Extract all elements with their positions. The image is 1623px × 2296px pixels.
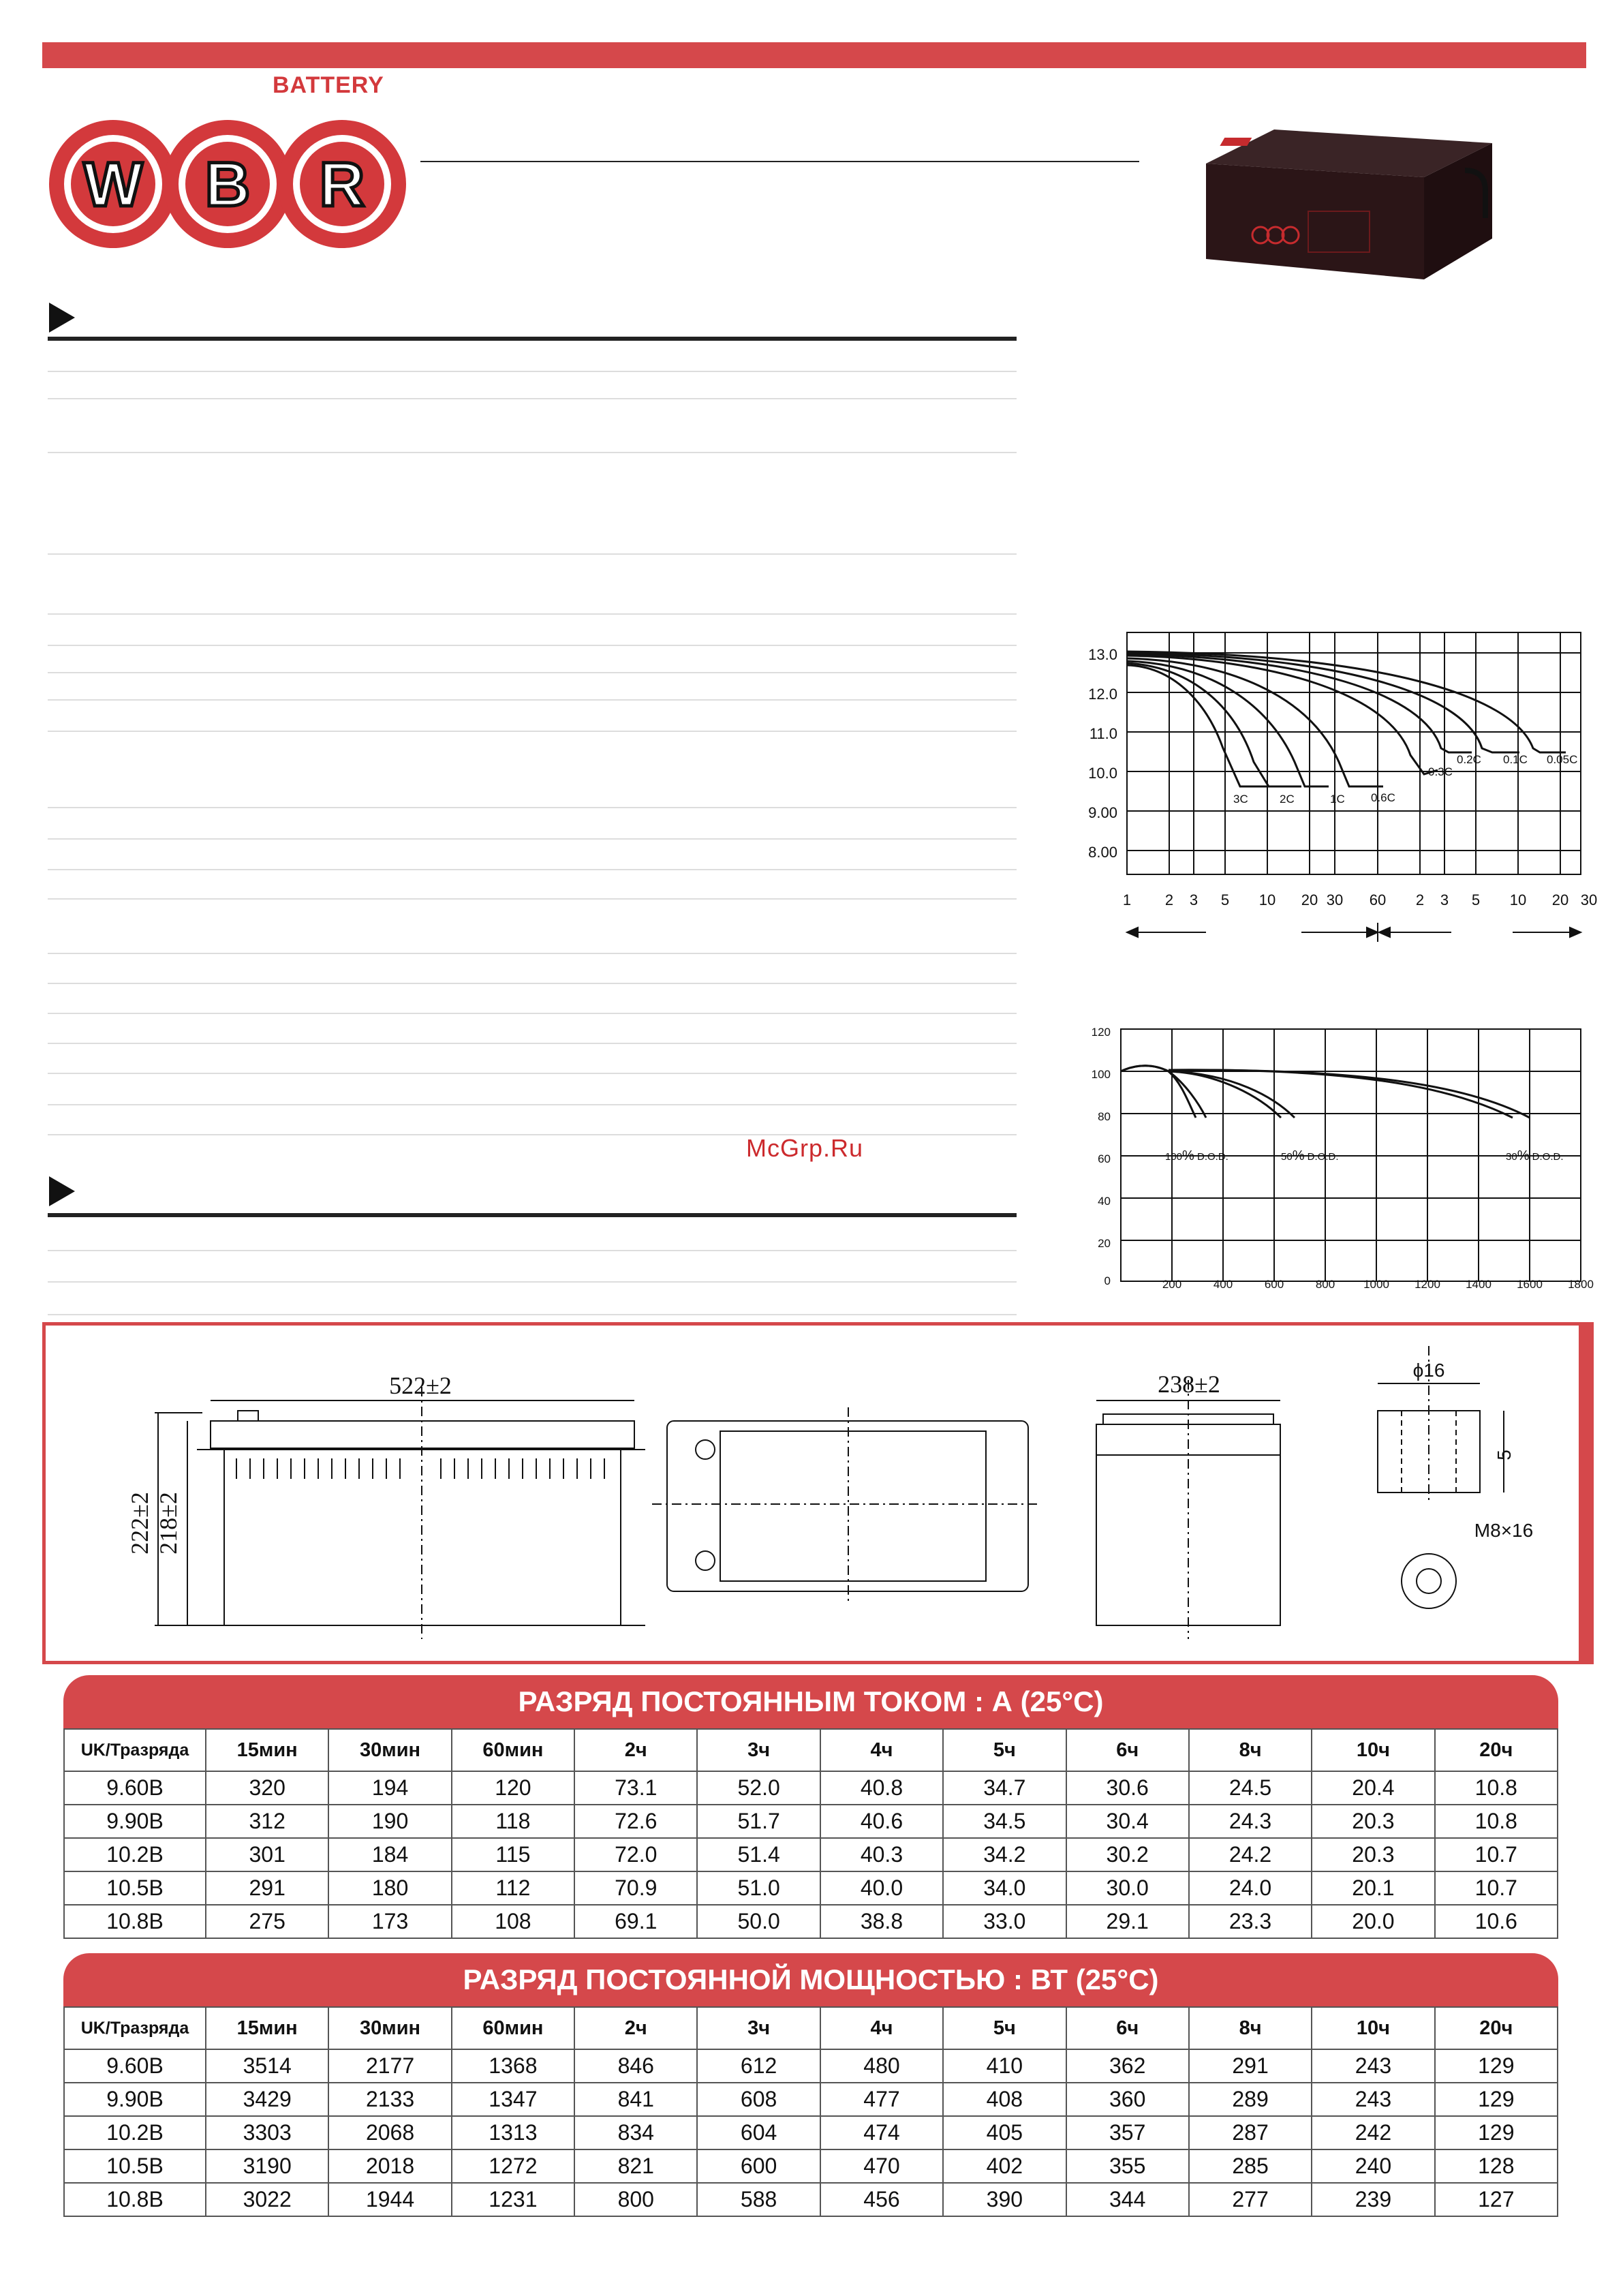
table-cell: 51.7 [697, 1805, 820, 1838]
table-cell: 362 [1066, 2049, 1189, 2083]
table-cell: 40.0 [820, 1871, 943, 1905]
table-cell: 30.2 [1066, 1838, 1189, 1871]
spec-row-line [48, 1281, 1017, 1283]
header-cell: UK/Тразряда [64, 2007, 206, 2049]
table-cell: 841 [574, 2083, 697, 2116]
table-cell: 51.0 [697, 1871, 820, 1905]
table-cell: 291 [206, 1871, 328, 1905]
table-row [64, 2083, 1558, 2116]
table-cell: 312 [206, 1805, 328, 1838]
cycle-life-chart [1070, 1015, 1608, 1298]
header-cell: 5ч [943, 1729, 1066, 1771]
table-cell: 129 [1435, 2049, 1558, 2083]
spec-row-line [48, 869, 1017, 870]
table-cell: 3022 [206, 2183, 328, 2216]
terminal-height: 5 [1494, 1450, 1515, 1460]
table-cell: 34.0 [943, 1871, 1066, 1905]
table-cell: 285 [1189, 2149, 1312, 2183]
table-cell: 29.1 [1066, 1905, 1189, 1938]
current-table-title: РАЗРЯД ПОСТОЯННЫМ ТОКОМ : А (25°C) [63, 1675, 1558, 1728]
table-cell: 10.5В [64, 1871, 206, 1905]
x-tick: 30 [1326, 891, 1344, 908]
spec-row-line [48, 1250, 1017, 1251]
watermark: McGrp.Ru [746, 1134, 864, 1162]
x-tick: 1 [1122, 891, 1132, 908]
table-cell: 408 [943, 2083, 1066, 2116]
x-tick: 800 [1315, 1278, 1335, 1291]
table-cell: 108 [452, 1905, 574, 1938]
table-header-row [64, 1729, 1558, 1771]
x-tick: 1600 [1517, 1278, 1543, 1291]
table-cell: 588 [697, 2183, 820, 2216]
table-cell: 128 [1435, 2149, 1558, 2183]
spec-row-line [48, 645, 1017, 646]
table-cell: 2177 [328, 2049, 451, 2083]
y-tick: 0 [1104, 1274, 1111, 1287]
y-tick: 20 [1098, 1237, 1111, 1250]
table-cell: 40.3 [820, 1838, 943, 1871]
width-dimension: 238±2 [1158, 1371, 1220, 1398]
table-row [64, 1871, 1558, 1905]
discharge-chart [1070, 626, 1601, 956]
x-tick: 60 [1369, 891, 1387, 908]
header-cell: 2ч [574, 1729, 697, 1771]
curve-label: 0.3C [1428, 765, 1453, 778]
header-cell: 20ч [1435, 1729, 1558, 1771]
table-cell: 9.60В [64, 2049, 206, 2083]
table-cell: 34.2 [943, 1838, 1066, 1871]
table-cell: 115 [452, 1838, 574, 1871]
header-cell: 15мин [206, 1729, 328, 1771]
table-cell: 291 [1189, 2049, 1312, 2083]
top-view [652, 1407, 1040, 1605]
wbr-logo [45, 109, 413, 262]
table-cell: 190 [328, 1805, 451, 1838]
table-cell: 3303 [206, 2116, 328, 2149]
table-cell: 10.8 [1435, 1805, 1558, 1838]
x-tick: 10 [1258, 891, 1276, 908]
table-cell: 612 [697, 2049, 820, 2083]
dod-label-50: 50% D.O.D. [1281, 1148, 1339, 1163]
curve-label: 0.05C [1547, 753, 1578, 766]
table-cell: 34.7 [943, 1771, 1066, 1805]
table-cell: 40.8 [820, 1771, 943, 1805]
table-cell: 360 [1066, 2083, 1189, 2116]
x-tick: 1400 [1466, 1278, 1491, 1291]
table-cell: 1347 [452, 2083, 574, 2116]
table-cell: 24.0 [1189, 1871, 1312, 1905]
y-tick: 9.00 [1088, 804, 1117, 821]
table-cell: 10.8 [1435, 1771, 1558, 1805]
spec-row-line [48, 1043, 1017, 1044]
table-cell: 608 [697, 2083, 820, 2116]
spec-row-line [48, 731, 1017, 732]
table-cell: 3429 [206, 2083, 328, 2116]
spec-row-line [48, 807, 1017, 808]
table-cell: 344 [1066, 2183, 1189, 2216]
table-cell: 20.4 [1312, 1771, 1434, 1805]
table-cell: 1368 [452, 2049, 574, 2083]
y-tick: 80 [1098, 1110, 1111, 1123]
table-cell: 69.1 [574, 1905, 697, 1938]
x-tick: 20 [1551, 891, 1569, 908]
spec-row-line [48, 838, 1017, 840]
table-cell: 24.2 [1189, 1838, 1312, 1871]
header-cell: 8ч [1189, 1729, 1312, 1771]
header-cell: 2ч [574, 2007, 697, 2049]
table-cell: 112 [452, 1871, 574, 1905]
header-cell: 10ч [1312, 1729, 1434, 1771]
table-cell: 34.5 [943, 1805, 1066, 1838]
x-tick: 600 [1264, 1278, 1284, 1291]
table-cell: 470 [820, 2149, 943, 2183]
header-cell: 10ч [1312, 2007, 1434, 2049]
table-row [64, 2183, 1558, 2216]
spec-row-line [48, 1013, 1017, 1014]
x-tick: 2 [1415, 891, 1425, 908]
y-tick: 12.0 [1088, 686, 1117, 703]
table-cell: 10.8В [64, 2183, 206, 2216]
dimensions-panel [42, 1322, 1594, 1664]
header-cell: 60мин [452, 1729, 574, 1771]
table-cell: 180 [328, 1871, 451, 1905]
table-cell: 33.0 [943, 1905, 1066, 1938]
front-view-ribs [236, 1458, 604, 1479]
table-cell: 184 [328, 1838, 451, 1871]
spec-row-line [48, 672, 1017, 673]
time-axis-arrows [1127, 923, 1581, 942]
table-cell: 10.2В [64, 2116, 206, 2149]
table-cell: 846 [574, 2049, 697, 2083]
table-cell: 73.1 [574, 1771, 697, 1805]
header-cell: 8ч [1189, 2007, 1312, 2049]
header-cell: 3ч [697, 1729, 820, 1771]
header-cell: 6ч [1066, 1729, 1189, 1771]
table-cell: 239 [1312, 2183, 1434, 2216]
x-tick: 30 [1580, 891, 1598, 908]
curve-label: 2C [1280, 793, 1295, 806]
spec-row-line [48, 452, 1017, 453]
section-arrow-icon [49, 1176, 75, 1206]
table-cell: 240 [1312, 2149, 1434, 2183]
table-row [64, 1905, 1558, 1938]
table-cell: 10.6 [1435, 1905, 1558, 1938]
table-cell: 800 [574, 2183, 697, 2216]
table-cell: 120 [452, 1771, 574, 1805]
table-cell: 38.8 [820, 1905, 943, 1938]
section-rule [48, 337, 1017, 341]
y-tick: 100 [1091, 1068, 1111, 1081]
spec-row-line [48, 371, 1017, 372]
brand-word: BATTERY [273, 72, 384, 98]
curve-label: 0.1C [1503, 753, 1528, 766]
table-cell: 20.3 [1312, 1838, 1434, 1871]
x-tick: 3 [1189, 891, 1199, 908]
table-cell: 410 [943, 2049, 1066, 2083]
logo-letter-r: R [319, 150, 365, 219]
table-cell: 301 [206, 1838, 328, 1871]
spec-row-line [48, 1073, 1017, 1074]
x-tick: 5 [1471, 891, 1481, 908]
table-cell: 30.4 [1066, 1805, 1189, 1838]
spec-row-line [48, 953, 1017, 954]
y-tick: 11.0 [1089, 725, 1117, 742]
header-cell: 3ч [697, 2007, 820, 2049]
table-cell: 40.6 [820, 1805, 943, 1838]
table-cell: 30.6 [1066, 1771, 1189, 1805]
current-discharge-table [63, 1675, 1558, 1939]
table-cell: 600 [697, 2149, 820, 2183]
logo-letter-w: W [83, 150, 143, 219]
table-cell: 320 [206, 1771, 328, 1805]
table-cell: 51.4 [697, 1838, 820, 1871]
table-cell: 480 [820, 2049, 943, 2083]
y-tick: 60 [1098, 1152, 1111, 1165]
table-cell: 1313 [452, 2116, 574, 2149]
table-cell: 20.3 [1312, 1805, 1434, 1838]
table-cell: 456 [820, 2183, 943, 2216]
y-tick: 10.0 [1088, 765, 1117, 782]
dod-label-30: 30% D.O.D. [1506, 1148, 1564, 1163]
table-cell: 30.0 [1066, 1871, 1189, 1905]
table-cell: 24.3 [1189, 1805, 1312, 1838]
table-cell: 1272 [452, 2149, 574, 2183]
spec-row-line [48, 398, 1017, 399]
table-cell: 243 [1312, 2083, 1434, 2116]
x-tick: 1000 [1363, 1278, 1389, 1291]
length-dimension: 522±2 [389, 1372, 452, 1399]
curve-label: 0.6C [1371, 791, 1395, 804]
x-tick: 200 [1162, 1278, 1182, 1291]
section-rule [48, 1213, 1017, 1217]
header-cell: 4ч [820, 2007, 943, 2049]
terminal-detail [1378, 1346, 1504, 1608]
battery-photo [1192, 123, 1506, 290]
table-cell: 72.6 [574, 1805, 697, 1838]
table-cell: 20.1 [1312, 1871, 1434, 1905]
section-arrow-icon [49, 303, 75, 333]
table-cell: 2068 [328, 2116, 451, 2149]
x-tick: 2 [1164, 891, 1174, 908]
table-cell: 242 [1312, 2116, 1434, 2149]
top-bar [42, 42, 1586, 68]
table-cell: 10.7 [1435, 1838, 1558, 1871]
spec-row-line [48, 613, 1017, 615]
table-cell: 173 [328, 1905, 451, 1938]
table-row [64, 2116, 1558, 2149]
x-tick: 3 [1440, 891, 1449, 908]
table-cell: 127 [1435, 2183, 1558, 2216]
table-row [64, 1805, 1558, 1838]
table-cell: 821 [574, 2149, 697, 2183]
header-cell: 4ч [820, 1729, 943, 1771]
table-cell: 243 [1312, 2049, 1434, 2083]
table-cell: 405 [943, 2116, 1066, 2149]
y-tick: 40 [1098, 1195, 1111, 1208]
y-tick: 120 [1091, 1026, 1111, 1039]
header-cell: 5ч [943, 2007, 1066, 2049]
logo-letter-b: B [204, 150, 251, 219]
table-cell: 357 [1066, 2116, 1189, 2149]
table-cell: 10.5В [64, 2149, 206, 2183]
terminal-bolt: M8×16 [1474, 1520, 1534, 1541]
spec-row-line [48, 983, 1017, 984]
table-cell: 834 [574, 2116, 697, 2149]
header-cell: UK/Тразряда [64, 1729, 206, 1771]
table-cell: 3190 [206, 2149, 328, 2183]
table-cell: 23.3 [1189, 1905, 1312, 1938]
table-row [64, 1771, 1558, 1805]
header-cell: 60мин [452, 2007, 574, 2049]
header-cell: 15мин [206, 2007, 328, 2049]
terminal-diameter: ϕ16 [1412, 1360, 1445, 1381]
table-header-row [64, 2007, 1558, 2049]
curve-label: 0.2C [1457, 753, 1481, 766]
table-cell: 9.60В [64, 1771, 206, 1805]
table-cell: 20.0 [1312, 1905, 1434, 1938]
x-tick: 1800 [1568, 1278, 1594, 1291]
spec-row-line [48, 1134, 1017, 1135]
table-cell: 1944 [328, 2183, 451, 2216]
table-cell: 10.7 [1435, 1871, 1558, 1905]
x-tick: 400 [1213, 1278, 1233, 1291]
table-cell: 390 [943, 2183, 1066, 2216]
table-cell: 72.0 [574, 1838, 697, 1871]
spec-row-line [48, 553, 1017, 555]
table-cell: 275 [206, 1905, 328, 1938]
table-cell: 129 [1435, 2116, 1558, 2149]
table-cell: 287 [1189, 2116, 1312, 2149]
front-view [155, 1387, 645, 1639]
x-tick: 10 [1509, 891, 1527, 908]
header-cell: 6ч [1066, 2007, 1189, 2049]
table-cell: 9.90В [64, 2083, 206, 2116]
table-cell: 9.90В [64, 1805, 206, 1838]
table-cell: 194 [328, 1771, 451, 1805]
x-tick: 1200 [1415, 1278, 1440, 1291]
table-cell: 10.8В [64, 1905, 206, 1938]
table-cell: 118 [452, 1805, 574, 1838]
table-cell: 474 [820, 2116, 943, 2149]
case-height-dimension: 218±2 [155, 1492, 182, 1555]
table-cell: 3514 [206, 2049, 328, 2083]
table-cell: 70.9 [574, 1871, 697, 1905]
curve-label: 3C [1233, 793, 1248, 806]
table-row [64, 1838, 1558, 1871]
table-row [64, 2149, 1558, 2183]
dod-label-100: 100% D.O.D. [1165, 1148, 1228, 1163]
x-tick: 5 [1220, 891, 1230, 908]
table-cell: 2018 [328, 2149, 451, 2183]
spec-row-line [48, 898, 1017, 900]
y-tick: 8.00 [1088, 844, 1117, 861]
table-cell: 604 [697, 2116, 820, 2149]
header-cell: 20ч [1435, 2007, 1558, 2049]
table-cell: 1231 [452, 2183, 574, 2216]
x-tick: 20 [1301, 891, 1318, 908]
side-view [1096, 1380, 1280, 1639]
table-cell: 129 [1435, 2083, 1558, 2116]
power-discharge-table [63, 1953, 1558, 2217]
table-cell: 477 [820, 2083, 943, 2116]
table-cell: 289 [1189, 2083, 1312, 2116]
table-cell: 24.5 [1189, 1771, 1312, 1805]
table-cell: 50.0 [697, 1905, 820, 1938]
header-cell: 30мин [328, 2007, 451, 2049]
spec-row-line [48, 1314, 1017, 1315]
table-cell: 10.2В [64, 1838, 206, 1871]
table-cell: 402 [943, 2149, 1066, 2183]
header-rule [420, 161, 1139, 162]
table-cell: 2133 [328, 2083, 451, 2116]
spec-row-line [48, 699, 1017, 701]
y-tick: 13.0 [1088, 646, 1117, 663]
table-cell: 52.0 [697, 1771, 820, 1805]
header-cell: 30мин [328, 1729, 451, 1771]
total-height-dimension: 222±2 [126, 1492, 153, 1555]
spec-row-line [48, 1104, 1017, 1105]
table-cell: 355 [1066, 2149, 1189, 2183]
power-table-title: РАЗРЯД ПОСТОЯННОЙ МОЩНОСТЬЮ : ВТ (25°C) [63, 1953, 1558, 2006]
table-cell: 277 [1189, 2183, 1312, 2216]
curve-label: 1C [1330, 793, 1345, 806]
table-row [64, 2049, 1558, 2083]
discharge-curves [1127, 652, 1566, 786]
